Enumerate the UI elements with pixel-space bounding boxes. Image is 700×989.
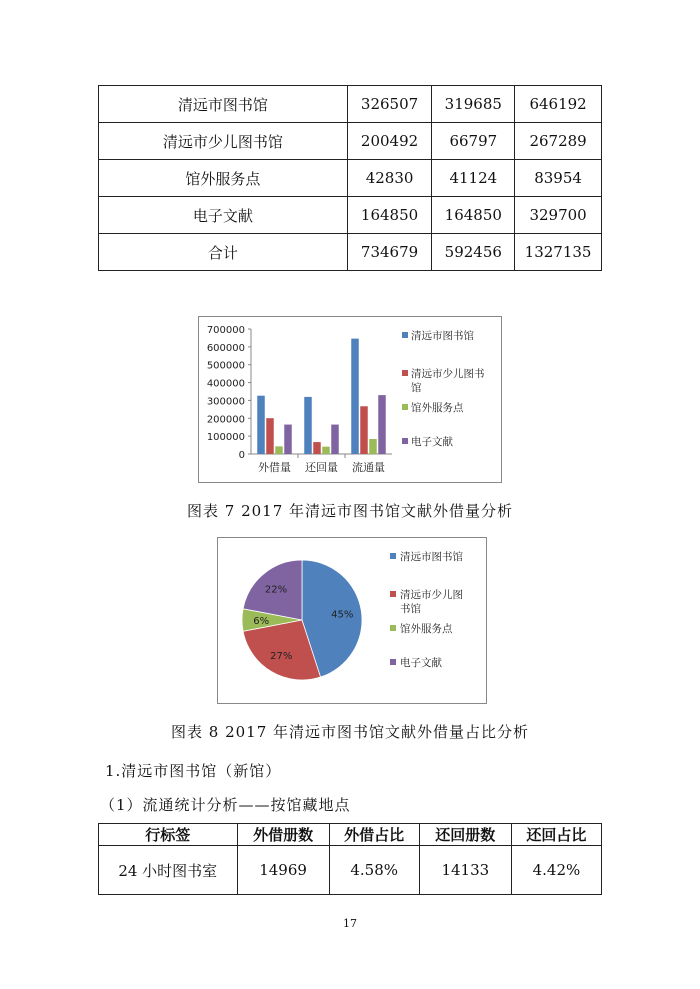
column-header: 外借占比 bbox=[329, 824, 419, 846]
x-tick-label: 还回量 bbox=[305, 461, 338, 474]
row-label-cell: 合计 bbox=[99, 234, 348, 271]
bar bbox=[369, 439, 377, 454]
header-row bbox=[99, 824, 602, 846]
row-label-cell: 馆外服务点 bbox=[99, 160, 348, 197]
section-heading: 1.清远市图书馆（新馆） bbox=[105, 762, 282, 780]
row-label-cell: 电子文献 bbox=[99, 197, 348, 234]
legend-label: 清远市图书馆 bbox=[400, 551, 463, 563]
pie-chart bbox=[218, 538, 486, 703]
table-row bbox=[99, 846, 602, 895]
value-cell: 200492 bbox=[347, 123, 432, 160]
legend-swatch bbox=[402, 332, 408, 338]
bar bbox=[284, 425, 292, 454]
y-tick-label: 100000 bbox=[206, 432, 245, 444]
figure-7-caption: 图表 7 2017 年清远市图书馆文献外借量分析 bbox=[186, 502, 514, 520]
legend-label: 馆外服务点 bbox=[411, 402, 464, 414]
row-label-cell: 24 小时图书室 bbox=[99, 846, 238, 895]
pie-data-label: 27% bbox=[270, 651, 293, 663]
value-cell: 329700 bbox=[515, 197, 602, 234]
bar bbox=[257, 396, 265, 454]
legend-swatch bbox=[390, 553, 396, 559]
bar bbox=[322, 447, 330, 454]
legend-label: 清远市少儿图书馆 bbox=[411, 368, 485, 394]
legend-label: 电子文献 bbox=[400, 657, 442, 669]
legend-swatch bbox=[390, 625, 396, 631]
column-header: 行标签 bbox=[99, 824, 238, 846]
value-cell: 41124 bbox=[432, 160, 515, 197]
bar-chart-container bbox=[198, 316, 502, 483]
legend-swatch bbox=[402, 438, 408, 444]
x-tick-label: 外借量 bbox=[258, 461, 291, 474]
pie-data-label: 22% bbox=[264, 584, 288, 596]
y-tick-label: 600000 bbox=[206, 342, 245, 354]
table-row bbox=[99, 160, 602, 197]
value-cell: 646192 bbox=[515, 86, 602, 123]
legend-label: 清远市少儿图书馆 bbox=[400, 589, 463, 615]
subsection-heading: （1）流通统计分析——按馆藏地点 bbox=[100, 796, 351, 814]
legend-swatch bbox=[402, 370, 408, 376]
column-header: 还回册数 bbox=[419, 824, 511, 846]
value-cell: 319685 bbox=[432, 86, 515, 123]
value-cell: 4.58% bbox=[329, 846, 419, 895]
legend-label: 清远市图书馆 bbox=[411, 330, 474, 342]
pie-chart-container bbox=[217, 537, 487, 704]
y-tick-label: 500000 bbox=[206, 360, 245, 372]
bar bbox=[313, 442, 321, 454]
value-cell: 592456 bbox=[432, 234, 515, 271]
bar-chart bbox=[199, 317, 501, 482]
value-cell: 14133 bbox=[419, 846, 511, 895]
page-number: 17 bbox=[343, 917, 357, 930]
bar bbox=[304, 397, 312, 454]
value-cell: 326507 bbox=[347, 86, 432, 123]
legend-swatch bbox=[402, 404, 408, 410]
legend-swatch bbox=[390, 659, 396, 665]
y-tick-label: 400000 bbox=[206, 378, 245, 390]
y-tick-label: 200000 bbox=[206, 414, 245, 426]
pie-data-label: 45% bbox=[331, 609, 354, 621]
value-cell: 164850 bbox=[347, 197, 432, 234]
row-label-cell: 清远市图书馆 bbox=[99, 86, 348, 123]
bar bbox=[351, 339, 359, 454]
legend-label: 电子文献 bbox=[411, 436, 453, 448]
y-tick-label: 300000 bbox=[206, 396, 245, 408]
column-header: 外借册数 bbox=[237, 824, 329, 846]
value-cell: 734679 bbox=[347, 234, 432, 271]
value-cell: 164850 bbox=[432, 197, 515, 234]
row-label-cell: 清远市少儿图书馆 bbox=[99, 123, 348, 160]
column-header: 还回占比 bbox=[511, 824, 601, 846]
bar bbox=[360, 406, 368, 454]
table-row bbox=[99, 123, 602, 160]
bar bbox=[378, 395, 386, 454]
figure-8-caption: 图表 8 2017 年清远市图书馆文献外借量占比分析 bbox=[170, 723, 530, 741]
pie-data-label: 6% bbox=[253, 616, 270, 627]
bar bbox=[275, 446, 283, 454]
legend-label: 馆外服务点 bbox=[400, 623, 453, 635]
bar bbox=[266, 418, 274, 454]
location-circulation-table bbox=[98, 823, 602, 895]
x-tick-label: 流通量 bbox=[352, 461, 385, 474]
value-cell: 42830 bbox=[347, 160, 432, 197]
value-cell: 1327135 bbox=[515, 234, 602, 271]
table-row bbox=[99, 86, 602, 123]
value-cell: 66797 bbox=[432, 123, 515, 160]
value-cell: 267289 bbox=[515, 123, 602, 160]
circulation-summary-table bbox=[98, 85, 602, 271]
y-tick-label: 0 bbox=[238, 450, 245, 461]
value-cell: 14969 bbox=[237, 846, 329, 895]
value-cell: 4.42% bbox=[511, 846, 601, 895]
table-row bbox=[99, 197, 602, 234]
table-row bbox=[99, 234, 602, 271]
legend-swatch bbox=[390, 591, 396, 597]
value-cell: 83954 bbox=[515, 160, 602, 197]
y-tick-label: 700000 bbox=[206, 325, 245, 336]
bar bbox=[331, 425, 339, 454]
